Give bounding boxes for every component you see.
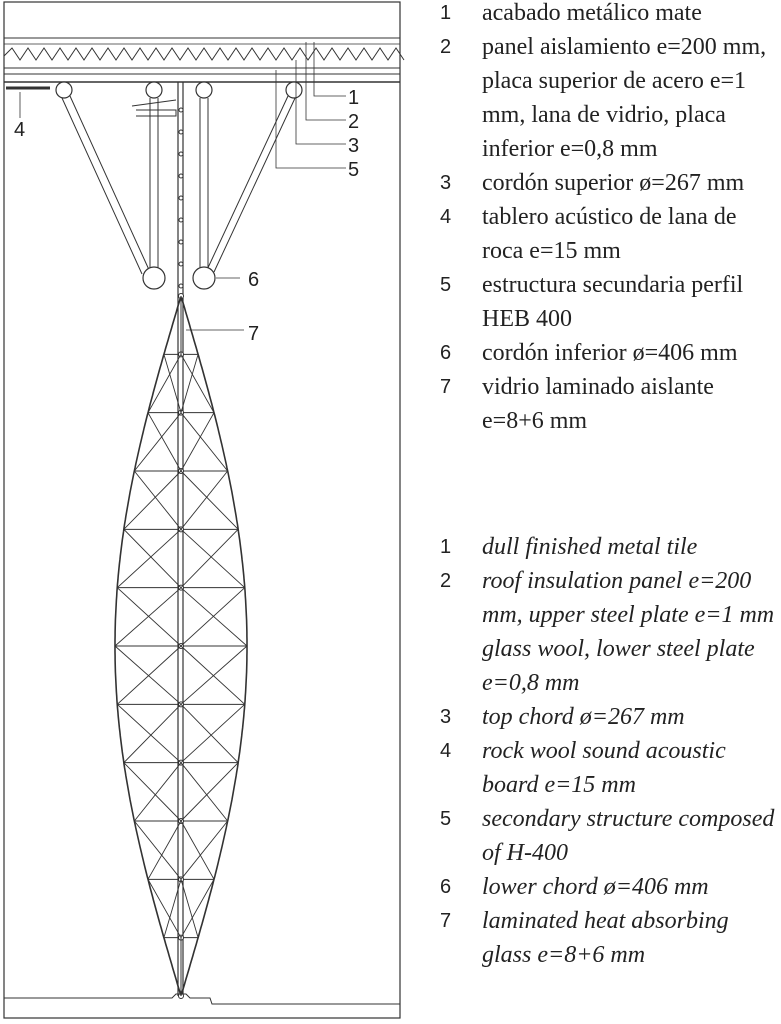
drawing-frame	[4, 2, 400, 1018]
truss-diagonal	[124, 529, 181, 587]
legend-number: 2	[440, 36, 452, 58]
legend-en-item	[440, 734, 781, 802]
truss-diagonal	[181, 879, 214, 937]
callout-2: 2	[348, 111, 360, 133]
roof-panel	[4, 38, 404, 82]
mullion-node	[179, 108, 183, 112]
legend-text: lower chord ø=406 mm	[482, 874, 709, 900]
legend-number: 6	[440, 342, 452, 364]
legend-number: 5	[440, 274, 452, 296]
legend-text: top chord ø=267 mm	[482, 704, 685, 730]
legend-english	[440, 530, 781, 972]
mullion-node	[179, 262, 183, 266]
callout-5: 5	[348, 159, 360, 181]
mullion-node	[179, 130, 183, 134]
legend-en-item	[440, 802, 781, 870]
mullion-node	[179, 218, 183, 222]
legend-text: cordón superior ø=267 mm	[482, 170, 745, 196]
mullion-node	[179, 196, 183, 200]
truss-diagonal	[117, 529, 181, 587]
truss-diagonal	[181, 704, 245, 762]
truss-diagonal	[181, 354, 214, 412]
callout-7: 7	[248, 323, 260, 345]
legend-es-item	[440, 30, 781, 166]
truss-diagonal	[181, 413, 214, 471]
legend-es-item	[440, 0, 781, 30]
truss-diagonal	[181, 821, 214, 879]
truss-diagonal	[148, 354, 181, 412]
callout-1: 1	[348, 87, 360, 109]
legend-text: estructura secundaria perfil HEB 400	[482, 272, 744, 332]
mullion-node	[179, 152, 183, 156]
legend-es-item	[440, 336, 781, 370]
legend-en-item	[440, 564, 781, 700]
legend-text: dull finished metal tile	[482, 534, 698, 560]
legend-text: rock wool sound acoustic board e=15 mm	[482, 738, 726, 798]
legend-es-item	[440, 268, 781, 336]
mullion-node	[179, 174, 183, 178]
truss-diagonal	[134, 763, 181, 821]
truss-diagonal	[148, 879, 181, 937]
truss-diagonal	[134, 471, 181, 529]
legend-en-item	[440, 530, 781, 564]
legend-number: 2	[440, 570, 452, 592]
legend-number: 5	[440, 808, 452, 830]
legend-es-item	[440, 166, 781, 200]
secondary-structure	[62, 96, 296, 274]
truss-diagonal	[181, 471, 228, 529]
legend-number: 1	[440, 536, 452, 558]
legend-text: acabado metálico mate	[482, 0, 702, 26]
callout-6: 6	[248, 269, 260, 291]
legend-text: tablero acústico de lana de roca e=15 mm	[482, 204, 737, 264]
legend-number: 7	[440, 376, 452, 398]
mullion-node	[179, 284, 183, 288]
legend-text: cordón inferior ø=406 mm	[482, 340, 738, 366]
legend-number: 3	[440, 172, 452, 194]
legend-spanish	[440, 0, 781, 438]
top-chords	[56, 82, 302, 98]
legend-text: secondary structure composed of H-400	[482, 806, 775, 866]
legend-text: roof insulation panel e=200 mm, upper steel plate e=1 mm glass wool, lower steel plate e=0,8 mm	[482, 568, 775, 696]
legend-es-item	[440, 370, 781, 438]
callout-3: 3	[348, 135, 360, 157]
legend-en-item	[440, 700, 781, 734]
truss-diagonal	[181, 529, 238, 587]
legend-text: panel aislamiento e=200 mm, placa superior de acero e=1 mm, lana de vidrio, placa inferior e=0,8 mm	[482, 34, 767, 162]
legend-en-item	[440, 904, 781, 972]
legend-number: 4	[440, 740, 452, 762]
legend-number: 3	[440, 706, 452, 728]
legend-text: laminated heat absorbing glass e=8+6 mm	[482, 908, 729, 968]
mullion-node	[179, 240, 183, 244]
truss-diagonal	[181, 529, 245, 587]
legend-number: 4	[440, 206, 452, 228]
truss-diagonal	[148, 821, 181, 879]
legend-text: vidrio laminado aislante e=8+6 mm	[482, 374, 714, 434]
truss-diagonal	[181, 704, 238, 762]
lens-truss	[115, 108, 247, 999]
truss-diagonal	[124, 704, 181, 762]
truss-diagonal	[148, 413, 181, 471]
truss-diagonal	[181, 763, 228, 821]
callout-4: 4	[14, 119, 26, 141]
legend-number: 1	[440, 2, 452, 24]
legend-es-item	[440, 200, 781, 268]
legend-number: 6	[440, 876, 452, 898]
truss-diagonal	[117, 704, 181, 762]
base-detail	[4, 994, 400, 1004]
legend-number: 7	[440, 910, 452, 932]
legend-en-item	[440, 870, 781, 904]
